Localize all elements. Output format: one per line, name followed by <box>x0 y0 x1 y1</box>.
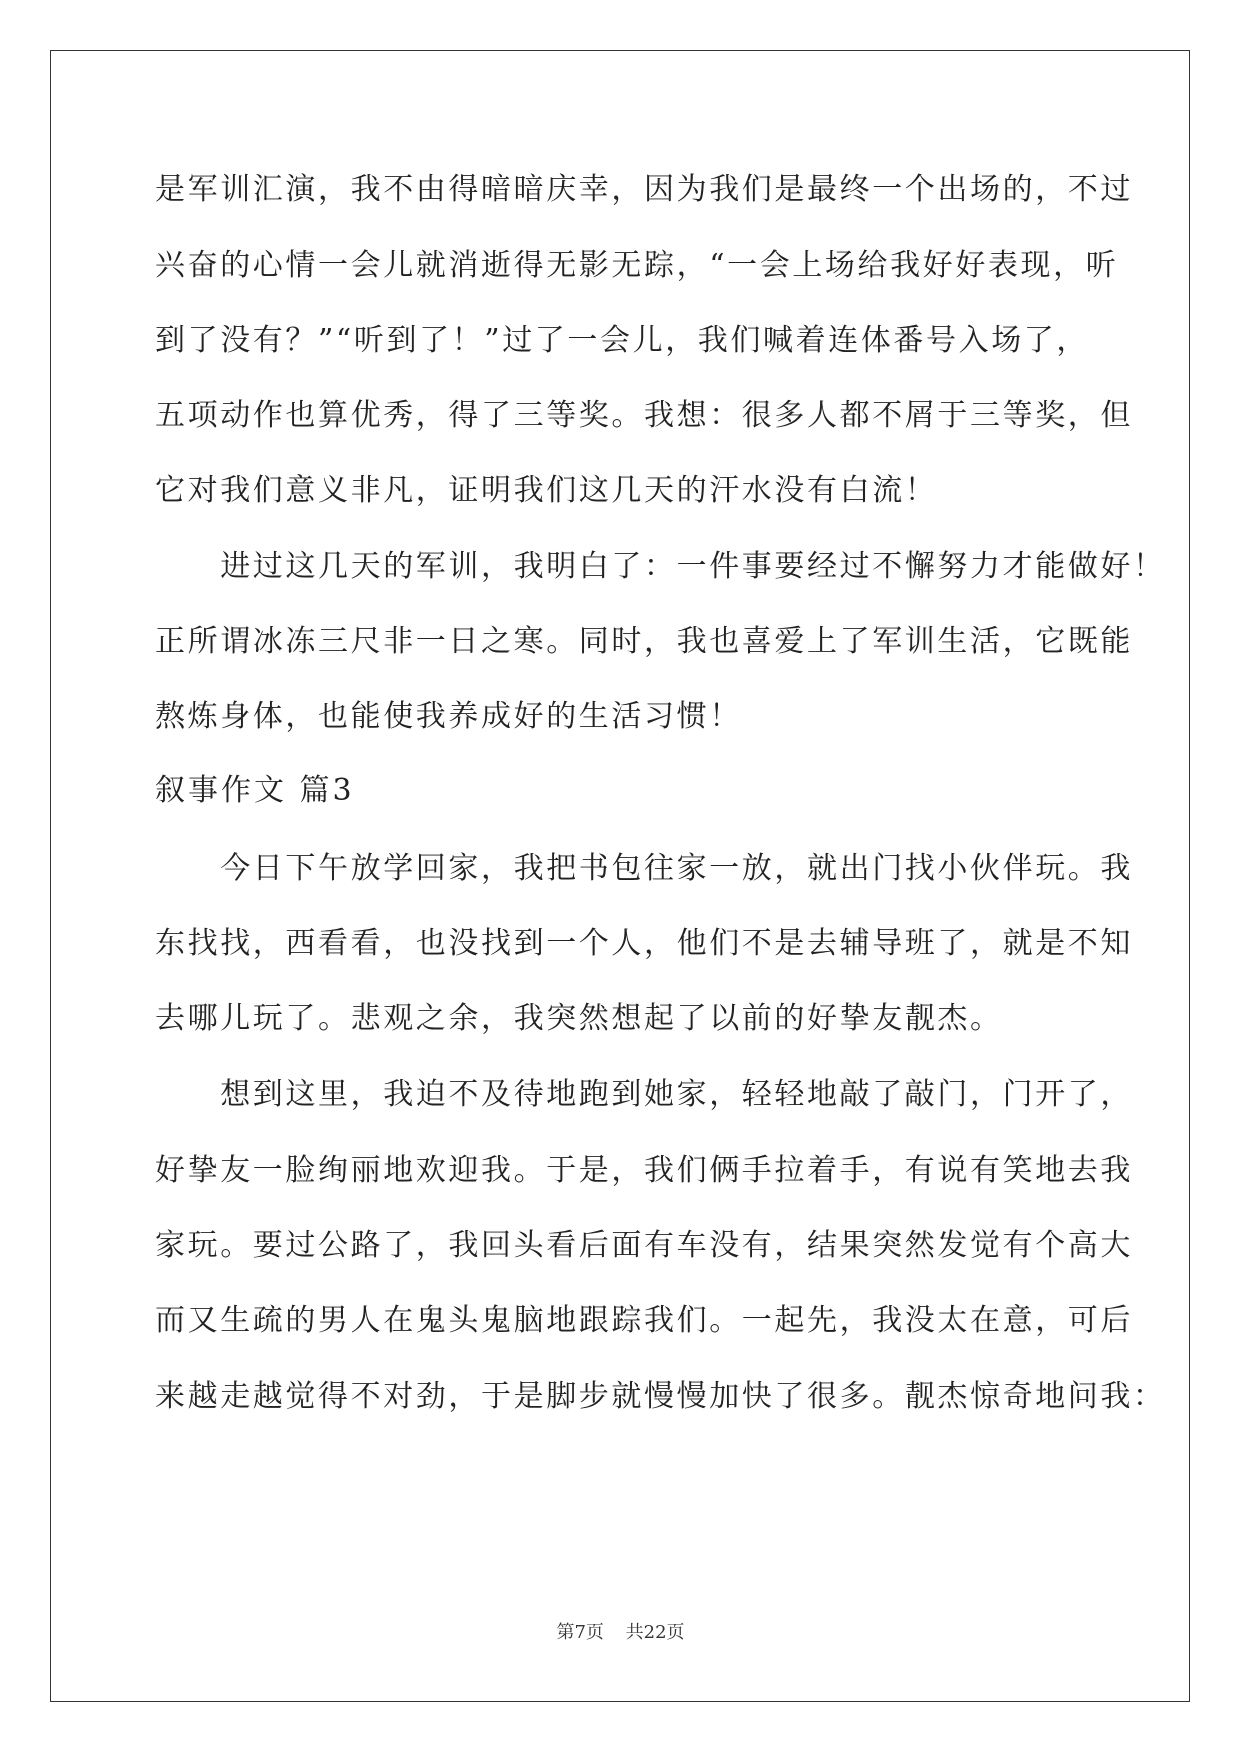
text-line: 东找找，西看看，也没找到一个人，他们不是去辅导班了，就是不知 <box>155 926 1133 961</box>
page-number: 第7页 <box>556 1622 604 1643</box>
text-line: 而又生疏的男人在鬼头鬼脑地跟踪我们。一起先，我没太在意，可后 <box>155 1303 1133 1338</box>
text-line: 进过这几天的军训，我明白了：一件事要经过不懈努力才能做好！ <box>155 549 1166 584</box>
page-total: 共22页 <box>625 1622 685 1643</box>
text-line: 熬炼身体，也能使我养成好的生活习惯！ <box>155 699 742 734</box>
section-heading: 叙事作文 篇3 <box>155 773 355 808</box>
text-line: 正所谓冰冻三尺非一日之寒。同时，我也喜爱上了军训生活，它既能 <box>155 624 1133 659</box>
page-footer <box>0 1618 1241 1644</box>
text-line: 来越走越觉得不对劲，于是脚步就慢慢加快了很多。靓杰惊奇地问我： <box>155 1379 1166 1414</box>
text-line: 兴奋的心情一会儿就消逝得无影无踪，“一会上场给我好好表现，听 <box>155 248 1119 283</box>
text-line: 家玩。要过公路了，我回头看后面有车没有，结果突然发觉有个高大 <box>155 1228 1133 1263</box>
text-line: 去哪儿玩了。悲观之余，我突然想起了以前的好挚友靓杰。 <box>155 1001 1003 1036</box>
text-line: 是军训汇演，我不由得暗暗庆幸，因为我们是最终一个出场的，不过 <box>155 172 1133 207</box>
text-line: 到了没有？”“听到了！”过了一会儿，我们喊着连体番号入场了， <box>155 323 1090 358</box>
text-line: 它对我们意义非凡，证明我们这几天的汗水没有白流！ <box>155 473 938 508</box>
text-line: 五项动作也算优秀，得了三等奖。我想：很多人都不屑于三等奖，但 <box>155 398 1133 433</box>
text-line: 今日下午放学回家，我把书包往家一放，就出门找小伙伴玩。我 <box>155 851 1133 886</box>
text-line: 好挚友一脸绚丽地欢迎我。于是，我们俩手拉着手，有说有笑地去我 <box>155 1153 1133 1188</box>
text-line: 想到这里，我迫不及待地跑到她家，轻轻地敲了敲门，门开了， <box>155 1077 1133 1112</box>
